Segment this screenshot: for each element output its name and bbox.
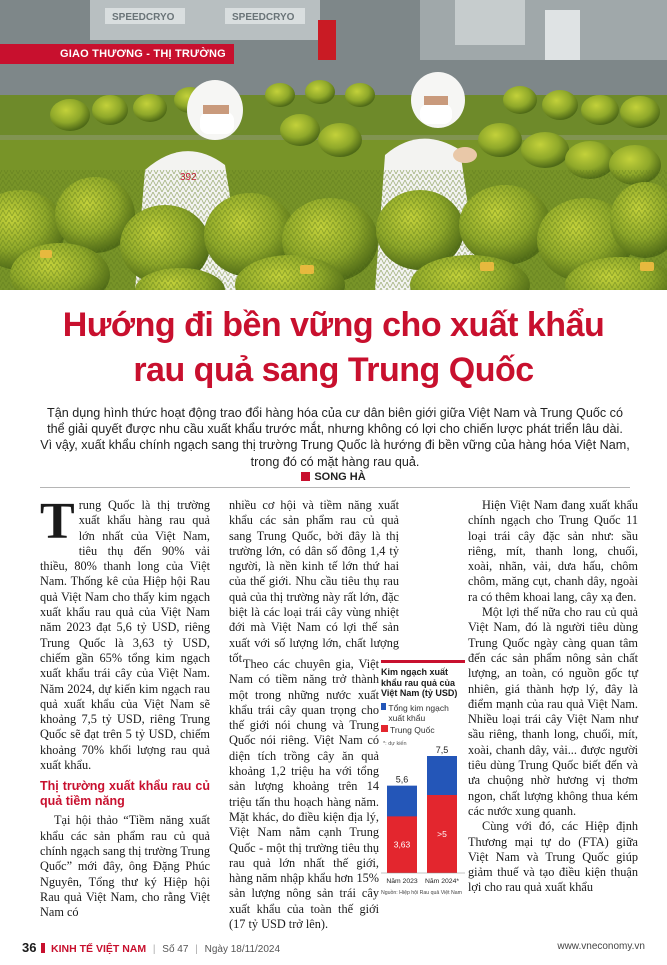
legend-label: Trung Quốc <box>390 724 435 735</box>
page-number: 36 <box>22 940 37 955</box>
divider <box>40 487 630 488</box>
chart-source: Nguồn: Hiệp hội Rau quả Việt Nam <box>381 890 462 896</box>
paragraph: Cùng với đó, các Hiệp định Thương mại tự do (FTA) giữa Việt Nam và Trung Quốc giúp giảm thuế và tạo điều kiện thuận lợi cho rau quả xuất khẩu <box>468 819 638 895</box>
headline-line-1: Hướng đi bền vững cho xuất khẩu <box>62 306 605 344</box>
website-link[interactable]: www.vneconomy.vn <box>557 941 645 952</box>
x-tick-label-0: Năm 2023 <box>386 878 418 885</box>
section-tag: GIAO THƯƠNG - THỊ TRƯỜNG <box>0 44 234 64</box>
paragraph <box>40 493 210 773</box>
article-headline <box>0 303 667 393</box>
article-column-2 <box>229 498 399 666</box>
data-label-total-0: 5,6 <box>395 774 409 785</box>
paragraph: nhiều cơ hội và tiềm năng xuất khẩu các sản phẩm rau củ quả sang Trung Quốc, bởi đây là thị trường lớn, có dân số đông 1,4 tỷ người, là nền kinh tế lớn thứ hai của thế giới. Nhu cầu tiêu thụ rau quả của thị trường này rất lớn, đặc biệt là các loại trái cây vùng nhiệt đới mà Việt Nam có lợi thế sản xuất với số lượng lớn, chất lượng tốt. <box>229 498 399 665</box>
chart-note: *: dự kiến <box>383 741 407 747</box>
drop-cap: T <box>40 493 75 550</box>
subheading: Thị trường xuất khẩu rau củ quả tiềm năng <box>40 779 210 809</box>
x-tick-label-1: Năm 2024* <box>424 878 460 885</box>
chart-title: Kim ngạch xuất khẩu rau quả của Việt Nam (tỷ USD) <box>381 667 458 698</box>
crate-label: SPEEDCRYO <box>232 12 295 23</box>
paragraph: Hiện Việt Nam đang xuất khẩu chính ngạch cho Trung Quốc 11 loại trái cây đặc sản như: sầu riêng, mít, thanh long, chuối, xoài, nhãn, vải, dưa hấu, chôm chôm, măng cụt, chanh dây, ngoài ra có thêm khoai lang, cây xạ đen. <box>468 498 638 604</box>
paragraph-text: rung Quốc là thị trường xuất khẩu hàng rau quả lớn nhất của Việt Nam, tiêu thụ đến 90% vải thiều, 80% thanh long của Việt Nam. Thống kê của Hiệp hội Rau quả Việt Nam cho thấy kim ngạch xuất khẩu rau quả của Việt Nam năm 2023 đạt 5,6 tỷ USD, riêng Trung Quốc là 3,63 tỷ USD, chiếm gần 65% tổng kim ngạch xuất khẩu trái cây của Việt Nam. Năm 2024, dự kiến kim ngạch rau quả xuất khẩu của Việt Nam sẽ khoảng 7,5 tỷ USD, riêng Trung Quốc sẽ đạt trên 5 tỷ USD, chiếm khoảng 70% khối lượng rau quả xuất khẩu. <box>40 498 210 773</box>
paragraph: Một lợi thế nữa cho rau củ quả Việt Nam, đó là người tiêu dùng Trung Quốc ngày càng quan tâm đến các sản phẩm nông sản chất lượng, an toàn, có nguồn gốc tự nhiên, giá thành hợp lý, đây là điểm mạnh của rau quả Việt Nam. Nhiều loại trái cây Việt Nam như sầu riêng, thanh long, chuối, mít, xoài, chanh dây, vải... được người tiêu dùng Trung Quốc biết đến và ưa chuộng nhờ hương vị thơm ngon, chất lượng không thua kém các nước xung quanh. <box>468 605 638 818</box>
footer-separator: | <box>195 944 198 955</box>
author-name: SONG HÀ <box>314 471 366 483</box>
byline-marker-icon <box>301 472 310 481</box>
article-column-3 <box>468 498 638 896</box>
page-footer <box>22 940 645 956</box>
article-column-1 <box>40 493 210 920</box>
legend-label: Tổng kim ngạch xuất khẩu <box>388 702 449 723</box>
byline <box>0 471 667 483</box>
crate-label: SPEEDCRYO <box>112 12 175 23</box>
export-chart <box>381 660 465 896</box>
headline-line-2: rau quả sang Trung Quốc <box>133 351 534 389</box>
paragraph: Tại hội thảo “Tiềm năng xuất khẩu các sản phẩm rau củ quả chính ngạch sang thị trường Trung Quốc” mới đây, ông Đặng Phúc Nguyên, Tổng thư ký Hiệp hội Rau quả Việt Nam, cho rằng Việt Nam có <box>40 813 210 920</box>
article-column-2-lower <box>229 657 379 932</box>
data-label-china-0: 3,63 <box>393 839 411 850</box>
article-lead: Tận dụng hình thức hoạt động trao đổi hàng hóa của cư dân biên giới giữa Việt Nam và Trung Quốc có thể giải quyết được nhu cầu xuất khẩu trước mắt, nhưng không có lợi cho chiến lược phát triển lâu dài. Vì vậy, xuất khẩu chính ngạch sang thị trường Trung Quốc là hướng đi bền vững của hàng hóa Việt Nam, trong đó có mặt hàng rau quả. <box>40 406 630 469</box>
data-label-total-1: 7,5 <box>435 745 449 755</box>
paragraph: Theo các chuyên gia, Việt Nam có tiềm năng trở thành một trong những nước xuất khẩu trái cây quan trọng cho thế giới nói chung và Trung Quốc nói riêng. Việt Nam có diện tích trồng cây ăn quả khoảng 1,2 triệu ha với tổng sản lượng khoảng trên 14 triệu tấn thu hoạch hàng năm. Mặt khác, do điều kiện địa lý, Việt Nam nằm cạnh Trung Quốc - một thị trường tiêu thụ rau quả lớn nhất thế giới, hàng năm nhập khẩu hơn 15% sản lượng nông sản trái cây xuất khẩu của toàn thế giới (17 tỷ USD trở lên). <box>229 657 379 932</box>
data-label-china-1: >5 <box>437 829 447 839</box>
issue-number: Số 47 <box>162 944 189 955</box>
chart-plot <box>381 663 465 899</box>
issue-date: Ngày 18/11/2024 <box>204 944 281 955</box>
magazine-name: KINH TẾ VIỆT NAM <box>51 943 147 955</box>
footer-marker-icon <box>41 943 45 953</box>
hero-photo <box>0 0 667 290</box>
footer-separator: | <box>152 944 156 955</box>
